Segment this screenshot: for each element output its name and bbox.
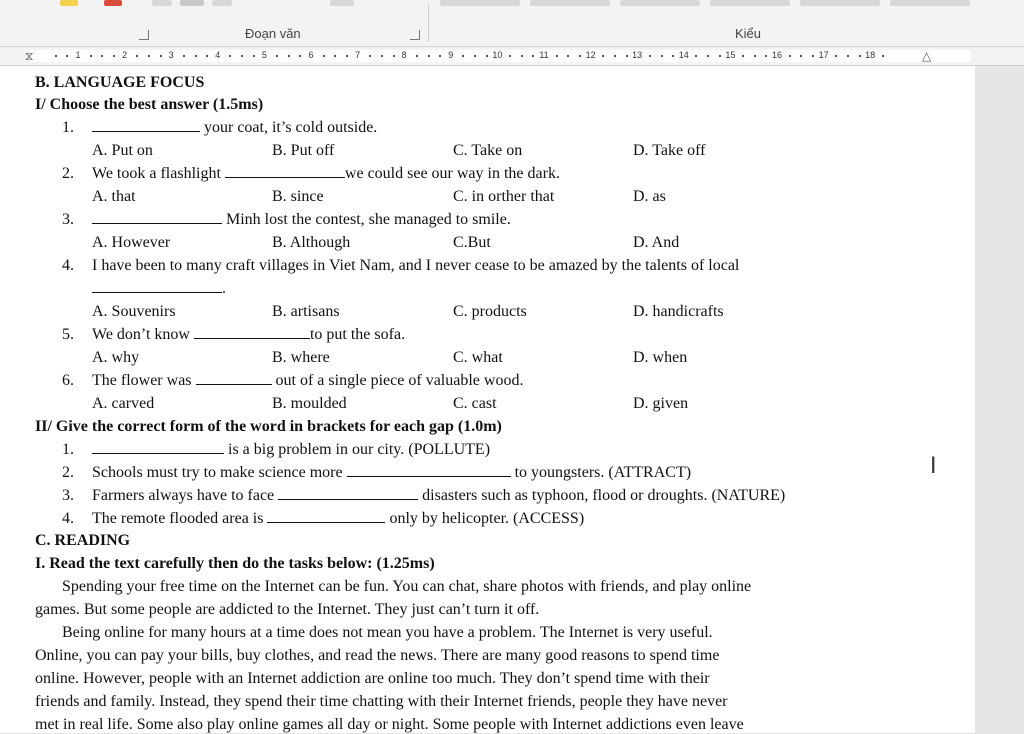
ruler-tick bbox=[323, 55, 325, 57]
ruler-tick bbox=[859, 55, 861, 57]
q3-stem bbox=[92, 210, 511, 229]
ruler-number: 17 bbox=[818, 50, 829, 60]
ruler-number: 7 bbox=[355, 50, 361, 60]
q5-text-post: to put the sofa. bbox=[309, 326, 406, 343]
para1-line: games. But some people are addicted to the Internet. They just can’t turn it off. bbox=[35, 601, 540, 618]
q5-blank bbox=[194, 325, 310, 339]
ruler-tick bbox=[393, 55, 395, 57]
ruler-tick bbox=[672, 55, 674, 57]
ribbon-separator bbox=[428, 4, 429, 42]
q4-stem: I have been to many craft villages in Viet Nam, and I never cease to be amazed by the talents of local bbox=[92, 257, 740, 274]
ruler-tick bbox=[229, 55, 231, 57]
para2-line: Being online for many hours at a time does not mean you have a problem. The Internet is very useful. bbox=[62, 624, 713, 641]
ruler-tick bbox=[789, 55, 791, 57]
q2-text-post: we could see our way in the dark. bbox=[344, 165, 560, 182]
ruler-tick bbox=[719, 55, 721, 57]
para2-line: online. However, people with an Internet addiction are online too much. They don’t spend time with their bbox=[35, 670, 710, 687]
q2-text-pre: We took a flashlight bbox=[92, 165, 225, 182]
q4-end: . bbox=[222, 280, 226, 297]
q3-number: 3. bbox=[62, 211, 74, 228]
document-page[interactable] bbox=[0, 66, 975, 733]
ruler-number: 13 bbox=[632, 50, 643, 60]
style-gallery-item[interactable] bbox=[530, 0, 610, 6]
ruler-tick bbox=[334, 55, 336, 57]
text-cursor-icon: I bbox=[930, 454, 937, 479]
left-indent-marker[interactable]: ⧖ bbox=[25, 49, 34, 63]
ruler-tick bbox=[183, 55, 185, 57]
w1-text: is a big problem in our city. (POLLUTE) bbox=[224, 441, 491, 458]
q6-number: 6. bbox=[62, 372, 74, 389]
q6-text-pre: The flower was bbox=[92, 372, 196, 389]
q5-option-a: A. why bbox=[92, 349, 140, 366]
ruler-tick bbox=[462, 55, 464, 57]
para2-line: met in real life. Some also play online games all day or night. Some people with Internet addictions even leave bbox=[35, 716, 744, 733]
q5-option-d: D. when bbox=[633, 349, 688, 366]
align-center-icon[interactable] bbox=[180, 0, 204, 6]
ruler-number: 11 bbox=[539, 50, 549, 60]
ruler-tick bbox=[800, 55, 802, 57]
q5-option-c: C. what bbox=[453, 349, 503, 366]
q6-option-d: D. given bbox=[633, 395, 689, 412]
ruler-number: 4 bbox=[215, 50, 221, 60]
q2-option-c: C. in orther that bbox=[453, 188, 555, 205]
ruler-tick bbox=[90, 55, 92, 57]
ruler-tick bbox=[567, 55, 569, 57]
q4-number: 4. bbox=[62, 257, 74, 274]
w2-text-pre: Schools must try to make science more bbox=[92, 464, 347, 481]
ruler-number: 18 bbox=[865, 50, 876, 60]
w1-number: 1. bbox=[62, 441, 74, 458]
q4-stem-cont bbox=[92, 279, 226, 298]
style-gallery-item[interactable] bbox=[710, 0, 790, 6]
q1-text: your coat, it’s cold outside. bbox=[200, 119, 378, 136]
w2-number: 2. bbox=[62, 464, 74, 481]
styles-group-label: Kiểu bbox=[735, 26, 762, 41]
style-gallery-item[interactable] bbox=[620, 0, 700, 6]
q1-option-c: C. Take on bbox=[453, 142, 523, 159]
ruler-tick bbox=[765, 55, 767, 57]
ruler-tick bbox=[439, 55, 441, 57]
paragraph-group-label: Đoạn văn bbox=[245, 26, 301, 41]
w4-stem bbox=[92, 509, 584, 528]
w3-stem bbox=[92, 486, 785, 505]
q2-option-b: B. since bbox=[272, 188, 324, 205]
ruler-number: 14 bbox=[678, 50, 689, 60]
ruler-tick bbox=[276, 55, 278, 57]
q6-text-post: out of a single piece of valuable wood. bbox=[271, 372, 524, 389]
ruler-tick bbox=[101, 55, 103, 57]
q1-number: 1. bbox=[62, 119, 74, 136]
ruler-tick bbox=[602, 55, 604, 57]
q2-number: 2. bbox=[62, 165, 74, 182]
w2-blank bbox=[347, 463, 511, 477]
ruler-number: 16 bbox=[771, 50, 783, 60]
para2-line: friends and family. Instead, they spend their time chatting with their Internet friends, people they have never bbox=[35, 693, 728, 710]
q3-option-a: A. However bbox=[92, 234, 171, 251]
ruler-tick bbox=[742, 55, 744, 57]
ruler-tick bbox=[532, 55, 534, 57]
w3-number: 3. bbox=[62, 487, 74, 504]
para2-line: Online, you can pay your bills, buy clothes, and read the news. There are many good reasons to spend time bbox=[35, 647, 720, 664]
ruler-tick bbox=[626, 55, 628, 57]
w4-blank bbox=[267, 509, 385, 523]
ruler-number: 15 bbox=[725, 50, 736, 60]
q1-option-d: D. Take off bbox=[633, 142, 706, 159]
ruler-tick bbox=[253, 55, 255, 57]
ruler-tick bbox=[812, 55, 814, 57]
ruler-number: 10 bbox=[492, 50, 503, 60]
part2-title: II/ Give the correct form of the word in brackets for each gap (1.0m) bbox=[35, 418, 502, 435]
ruler-tick bbox=[695, 55, 697, 57]
ruler-tick bbox=[428, 55, 430, 57]
q5-text-pre: We don’t know bbox=[92, 326, 194, 343]
q5-number: 5. bbox=[62, 326, 74, 343]
ruler-tick bbox=[113, 55, 115, 57]
ruler-tick bbox=[521, 55, 523, 57]
ruler-number: 5 bbox=[261, 50, 267, 60]
ruler-tick bbox=[579, 55, 581, 57]
ruler-tick bbox=[416, 55, 418, 57]
ruler-tick bbox=[299, 55, 301, 57]
ruler-tick bbox=[136, 55, 138, 57]
q2-option-d: D. as bbox=[633, 188, 666, 205]
q1-stem bbox=[92, 118, 377, 137]
q4-option-a: A. Souvenirs bbox=[92, 303, 176, 320]
ruler-tick bbox=[847, 55, 849, 57]
font-dialog-launcher[interactable] bbox=[139, 30, 149, 40]
w4-text-pre: The remote flooded area is bbox=[92, 510, 268, 527]
paragraph-dialog-launcher[interactable] bbox=[410, 30, 420, 40]
w3-blank bbox=[278, 486, 418, 500]
ruler-tick bbox=[614, 55, 616, 57]
q1-option-b: B. Put off bbox=[272, 142, 335, 159]
q3-option-b: B. Although bbox=[272, 234, 351, 251]
q5-option-b: B. where bbox=[272, 349, 330, 366]
ruler-tick bbox=[754, 55, 756, 57]
w3-text-pre: Farmers always have to face bbox=[92, 487, 279, 504]
q2-stem bbox=[92, 164, 560, 183]
style-gallery-item[interactable] bbox=[440, 0, 520, 6]
q6-option-c: C. cast bbox=[453, 395, 497, 412]
q4-option-b: B. artisans bbox=[272, 303, 340, 320]
ruler-number: 1 bbox=[75, 50, 81, 60]
q4-option-d: D. handicrafts bbox=[633, 303, 724, 320]
highlight-color-icon[interactable] bbox=[60, 0, 78, 6]
ruler-number: 2 bbox=[122, 50, 128, 60]
q3-text: Minh lost the contest, she managed to smile. bbox=[222, 211, 511, 228]
font-color-icon[interactable] bbox=[104, 0, 122, 6]
ruler-number: 6 bbox=[308, 50, 314, 60]
q1-blank bbox=[92, 118, 200, 132]
w4-text-post: only by helicopter. (ACCESS) bbox=[385, 510, 585, 527]
ruler-tick bbox=[661, 55, 663, 57]
ruler-tick bbox=[556, 55, 558, 57]
q4-option-c: C. products bbox=[453, 303, 527, 320]
w1-blank bbox=[92, 440, 224, 454]
q6-stem bbox=[92, 371, 523, 390]
align-left-icon[interactable] bbox=[152, 0, 172, 6]
ruler-tick bbox=[206, 55, 208, 57]
ruler-tick bbox=[241, 55, 243, 57]
q3-option-c: C.But bbox=[453, 234, 491, 251]
ruler-number: 9 bbox=[448, 50, 454, 60]
q4-blank bbox=[92, 279, 222, 293]
q3-option-d: D. And bbox=[633, 234, 680, 251]
q6-option-a: A. carved bbox=[92, 395, 155, 412]
q2-option-a: A. that bbox=[92, 188, 136, 205]
ruler-tick bbox=[474, 55, 476, 57]
ruler-tick bbox=[649, 55, 651, 57]
ruler-tick bbox=[288, 55, 290, 57]
style-gallery-item[interactable] bbox=[800, 0, 880, 6]
horizontal-ruler[interactable] bbox=[0, 47, 1024, 66]
ruler-tick bbox=[160, 55, 162, 57]
ruler-tick bbox=[835, 55, 837, 57]
ruler-tick bbox=[707, 55, 709, 57]
q2-blank bbox=[225, 164, 345, 178]
w1-stem bbox=[92, 440, 490, 459]
align-right-icon[interactable] bbox=[212, 0, 232, 6]
ruler-tick bbox=[148, 55, 150, 57]
style-gallery-item[interactable] bbox=[890, 0, 970, 6]
para1-line: Spending your free time on the Internet can be fun. You can chat, share photos with friends, and play online bbox=[62, 578, 752, 595]
q3-blank bbox=[92, 210, 222, 224]
part1-title: I/ Choose the best answer (1.5ms) bbox=[35, 96, 264, 113]
right-indent-marker[interactable]: △ bbox=[922, 49, 932, 63]
ruler-tick bbox=[381, 55, 383, 57]
section-b-heading: B. LANGUAGE FOCUS bbox=[35, 74, 205, 91]
ruler-tick bbox=[55, 55, 57, 57]
ruler-number: 12 bbox=[585, 50, 596, 60]
q1-option-a: A. Put on bbox=[92, 142, 153, 159]
ruler-tick bbox=[195, 55, 197, 57]
shading-icon[interactable] bbox=[330, 0, 354, 6]
section-c-heading: C. READING bbox=[35, 532, 131, 549]
w2-text-post: to youngsters. (ATTRACT) bbox=[510, 464, 692, 481]
w3-text-post: disasters such as typhoon, flood or droughts. (NATURE) bbox=[418, 487, 786, 504]
q5-stem bbox=[92, 325, 405, 344]
q6-blank bbox=[196, 371, 272, 385]
ruler-number: 3 bbox=[168, 50, 174, 60]
ruler-tick bbox=[369, 55, 371, 57]
q6-option-b: B. moulded bbox=[272, 395, 347, 412]
ruler-number: 8 bbox=[401, 50, 407, 60]
page-margin-area bbox=[975, 66, 1024, 733]
ruler-tick bbox=[882, 55, 884, 57]
reading-title: I. Read the text carefully then do the tasks below: (1.25ms) bbox=[35, 555, 435, 572]
ruler-tick bbox=[486, 55, 488, 57]
ruler-tick bbox=[346, 55, 348, 57]
ribbon bbox=[0, 0, 1024, 47]
w4-number: 4. bbox=[62, 510, 74, 527]
ruler-tick bbox=[509, 55, 511, 57]
ruler-tick bbox=[66, 55, 68, 57]
w2-stem bbox=[92, 463, 691, 482]
